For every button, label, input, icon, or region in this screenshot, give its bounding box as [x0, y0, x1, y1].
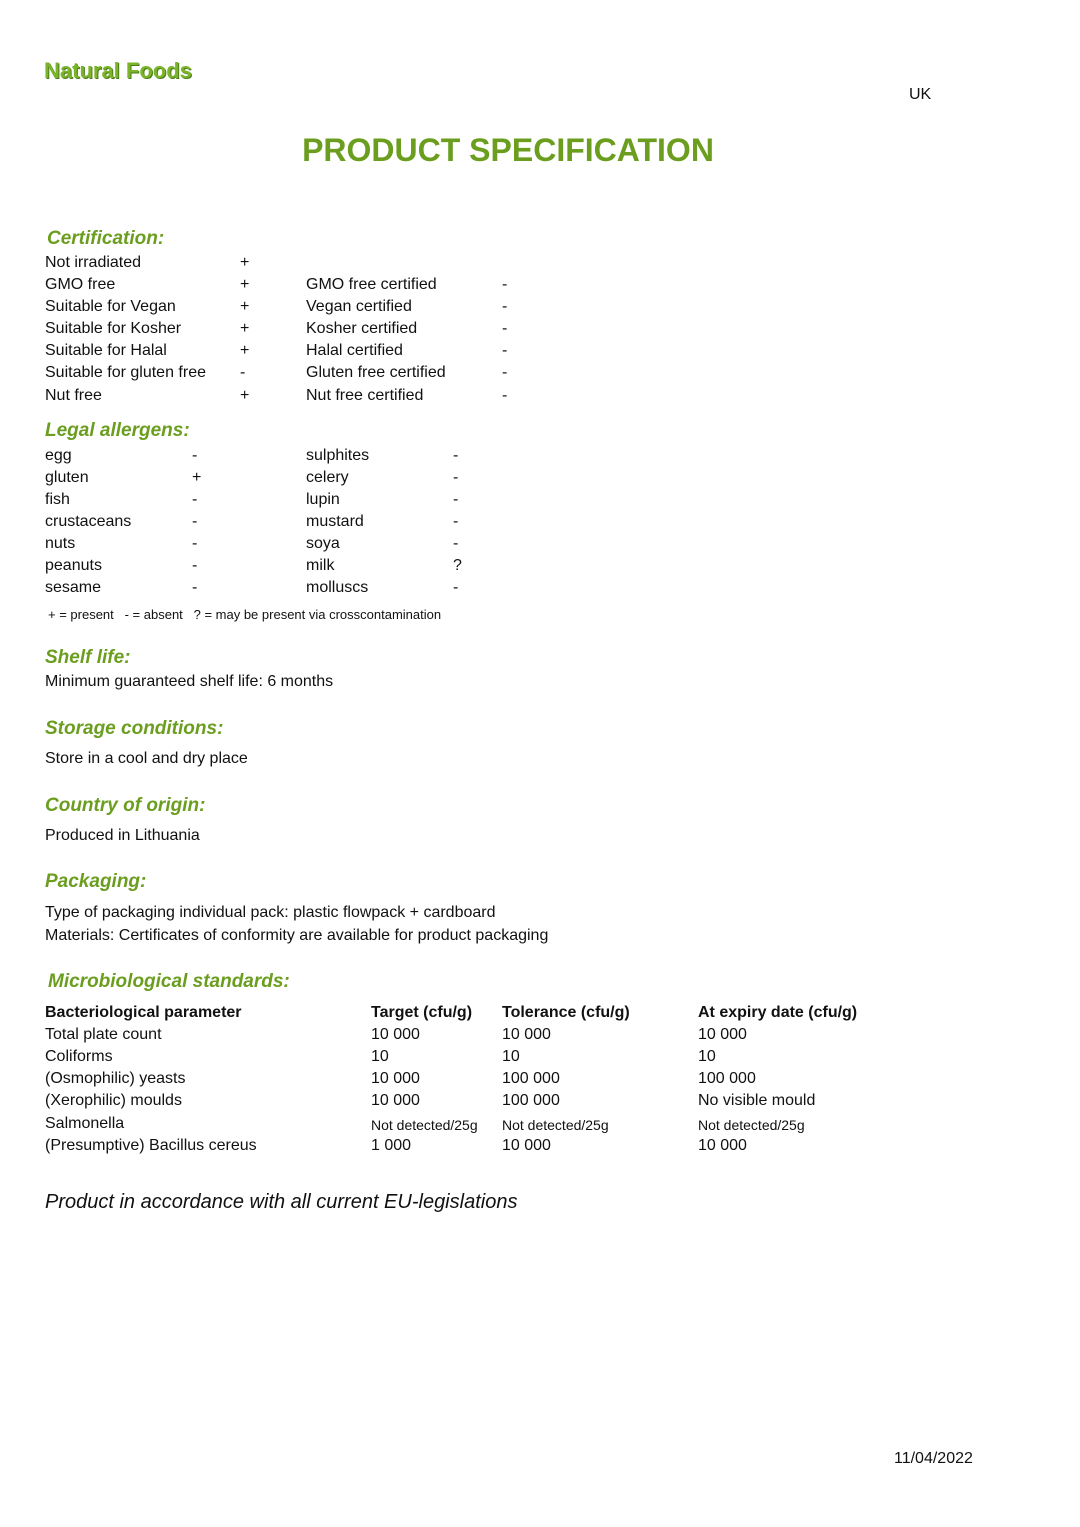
- micro-cell: Not detected/25g: [371, 1117, 478, 1133]
- cert-row-certified-label: Nut free certified: [306, 387, 424, 404]
- allergen-value: -: [192, 535, 198, 552]
- micro-cell: 10 000: [698, 1137, 747, 1154]
- origin-text: Produced in Lithuania: [45, 827, 200, 844]
- micro-cell: 10: [371, 1048, 389, 1065]
- allergen-name: crustaceans: [45, 513, 132, 530]
- cert-row-certified-label: Vegan certified: [306, 298, 412, 315]
- cert-row-label: Suitable for Vegan: [45, 298, 176, 315]
- cert-row-value: +: [240, 276, 250, 293]
- brand-logo: Natural Foods: [44, 58, 192, 83]
- document-date: 11/04/2022: [894, 1450, 973, 1467]
- micro-cell: 100 000: [698, 1070, 756, 1087]
- micro-cell: 10 000: [371, 1092, 420, 1109]
- cert-row-certified-value: -: [502, 342, 508, 359]
- micro-heading: Microbiological standards:: [48, 971, 290, 992]
- cert-row-label: Suitable for Kosher: [45, 320, 182, 337]
- storage-text: Store in a cool and dry place: [45, 750, 248, 767]
- micro-cell: 10 000: [502, 1026, 551, 1043]
- legislation-note: Product in accordance with all current EU-legislations: [45, 1191, 518, 1213]
- micro-column-header: Target (cfu/g): [371, 1004, 473, 1021]
- micro-cell: No visible mould: [698, 1092, 816, 1109]
- packaging-line-2: Materials: Certificates of conformity are available for product packaging: [45, 927, 549, 944]
- allergen-value: -: [453, 535, 459, 552]
- cert-row-certified-label: Gluten free certified: [306, 364, 446, 381]
- cert-row-label: GMO free: [45, 276, 116, 293]
- allergen-value: -: [453, 469, 459, 486]
- allergen-value: +: [192, 469, 202, 486]
- micro-cell: (Osmophilic) yeasts: [45, 1070, 186, 1087]
- certification-heading: Certification:: [47, 228, 165, 249]
- allergen-name: molluscs: [306, 579, 369, 596]
- micro-column-header: At expiry date (cfu/g): [698, 1004, 858, 1021]
- allergen-name: soya: [306, 535, 340, 552]
- country-code: UK: [909, 86, 932, 103]
- shelf-life-heading: Shelf life:: [45, 647, 131, 668]
- micro-column-header: Bacteriological parameter: [45, 1004, 242, 1021]
- cert-row-certified-label: Halal certified: [306, 342, 403, 359]
- allergen-value: -: [192, 557, 198, 574]
- packaging-line-1: Type of packaging individual pack: plastic flowpack + cardboard: [45, 904, 496, 921]
- cert-row-certified-value: -: [502, 320, 508, 337]
- packaging-heading: Packaging:: [45, 871, 147, 892]
- cert-row-certified-value: -: [502, 387, 508, 404]
- allergen-name: peanuts: [45, 557, 102, 574]
- page-title: PRODUCT SPECIFICATION: [302, 132, 714, 168]
- cert-row-label: Suitable for gluten free: [45, 364, 206, 381]
- allergen-name: gluten: [45, 469, 89, 486]
- micro-cell: (Xerophilic) moulds: [45, 1092, 182, 1109]
- cert-row-certified-label: GMO free certified: [306, 276, 437, 293]
- allergen-legend: + = present - = absent ? = may be present via crosscontamination: [48, 607, 442, 622]
- allergen-name: milk: [306, 557, 335, 574]
- micro-cell: 10: [698, 1048, 716, 1065]
- cert-row-label: Suitable for Halal: [45, 342, 167, 359]
- allergen-value: -: [453, 491, 459, 508]
- cert-row-certified-value: -: [502, 298, 508, 315]
- allergen-value: -: [192, 513, 198, 530]
- cert-row-certified-label: Kosher certified: [306, 320, 418, 337]
- allergens-heading: Legal allergens:: [45, 420, 190, 441]
- cert-row-value: +: [240, 298, 250, 315]
- cert-row-value: +: [240, 387, 250, 404]
- allergen-name: egg: [45, 447, 72, 464]
- micro-cell: Coliforms: [45, 1048, 113, 1065]
- allergen-name: celery: [306, 469, 349, 486]
- origin-heading: Country of origin:: [45, 795, 206, 816]
- allergen-name: mustard: [306, 513, 364, 530]
- micro-cell: Not detected/25g: [698, 1117, 805, 1133]
- cert-row-label: Nut free: [45, 387, 102, 404]
- cert-row-certified-value: -: [502, 364, 508, 381]
- shelf-life-text: Minimum guaranteed shelf life: 6 months: [45, 673, 334, 690]
- allergen-value: -: [453, 579, 459, 596]
- allergen-value: -: [192, 447, 198, 464]
- micro-cell: (Presumptive) Bacillus cereus: [45, 1137, 257, 1154]
- micro-cell: 1 000: [371, 1137, 412, 1154]
- micro-cell: Total plate count: [45, 1026, 162, 1043]
- allergen-value: -: [192, 579, 198, 596]
- micro-cell: Not detected/25g: [502, 1117, 609, 1133]
- cert-row-label: Not irradiated: [45, 254, 142, 271]
- cert-row-value: +: [240, 342, 250, 359]
- micro-cell: 10 000: [698, 1026, 747, 1043]
- micro-cell: 10 000: [502, 1137, 551, 1154]
- micro-column-header: Tolerance (cfu/g): [502, 1004, 630, 1021]
- allergen-value: ?: [453, 557, 462, 574]
- micro-cell: 10 000: [371, 1026, 420, 1043]
- allergen-name: lupin: [306, 491, 340, 508]
- storage-heading: Storage conditions:: [45, 718, 224, 739]
- micro-cell: 10: [502, 1048, 520, 1065]
- cert-row-certified-value: -: [502, 276, 508, 293]
- cert-row-value: +: [240, 320, 250, 337]
- allergen-value: -: [453, 447, 459, 464]
- micro-cell: Salmonella: [45, 1115, 125, 1132]
- micro-cell: 100 000: [502, 1092, 560, 1109]
- allergen-value: -: [192, 491, 198, 508]
- allergen-name: nuts: [45, 535, 76, 552]
- cert-row-value: -: [240, 364, 246, 381]
- micro-cell: 10 000: [371, 1070, 420, 1087]
- allergen-name: sesame: [45, 579, 102, 596]
- allergen-name: fish: [45, 491, 70, 508]
- cert-row-value: +: [240, 254, 250, 271]
- allergen-name: sulphites: [306, 447, 370, 464]
- allergen-value: -: [453, 513, 459, 530]
- micro-cell: 100 000: [502, 1070, 560, 1087]
